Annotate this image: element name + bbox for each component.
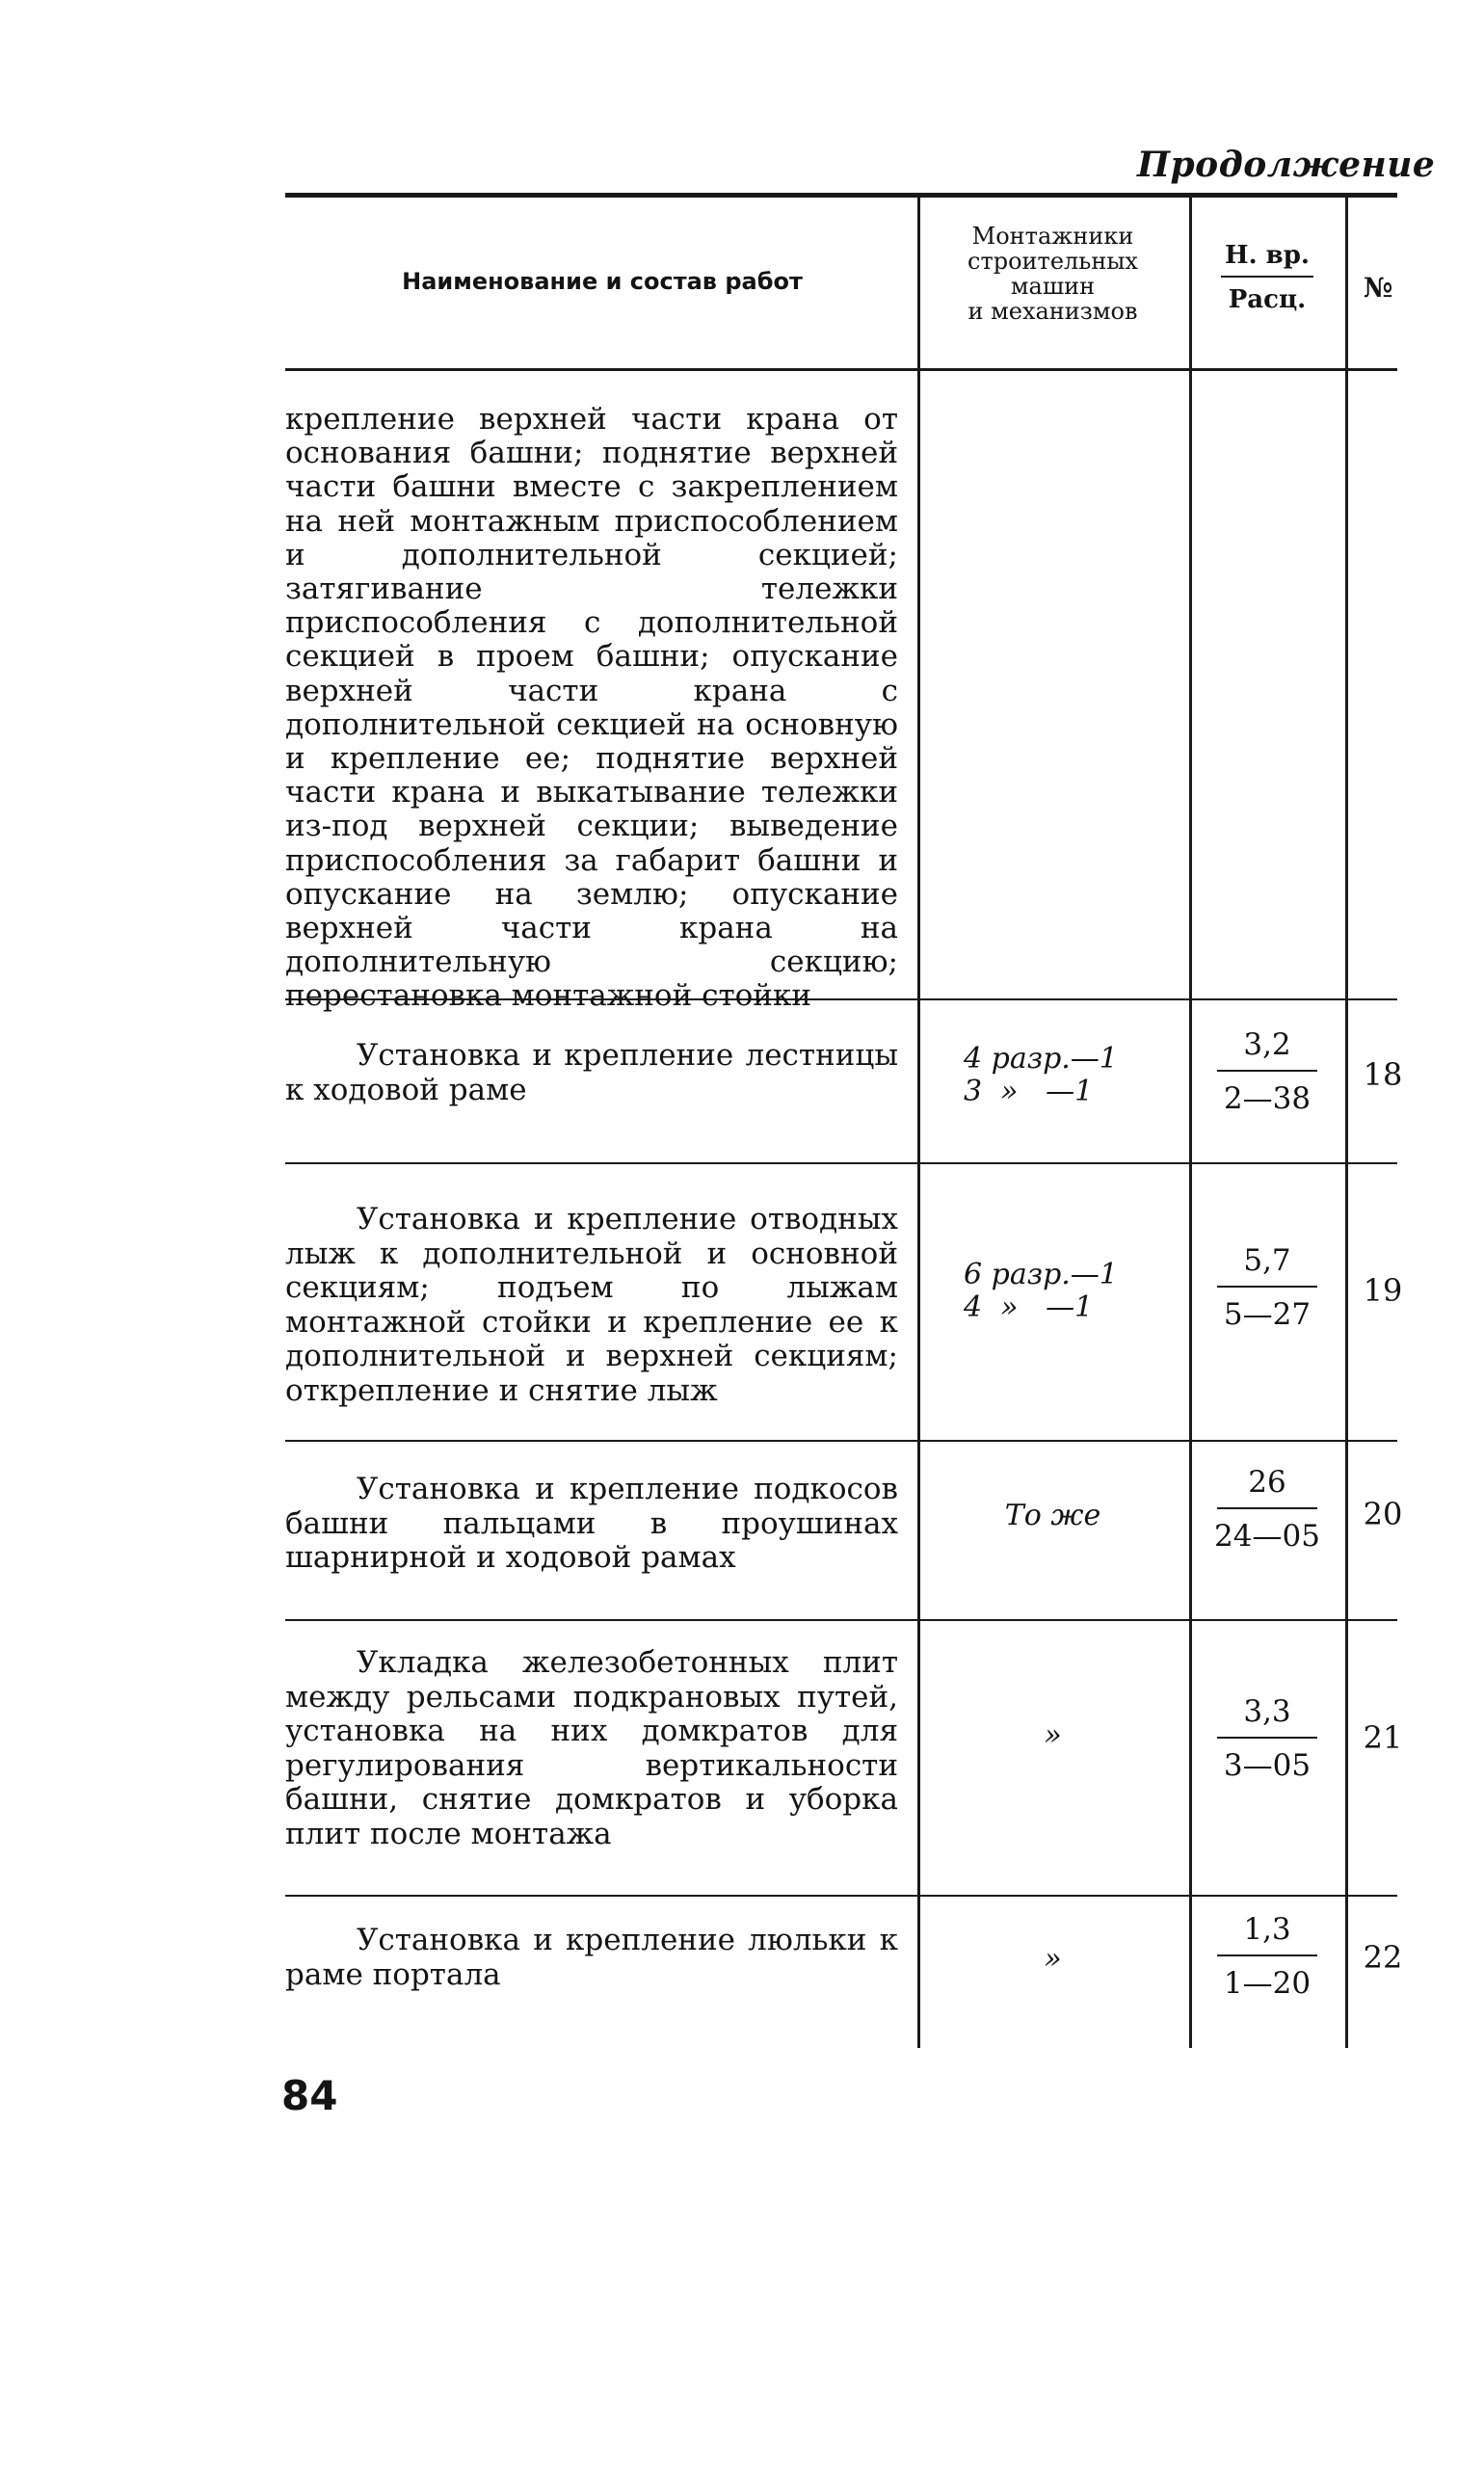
header-norm-time: Н. вр. [1225, 241, 1310, 270]
header-number: № [1363, 272, 1393, 304]
worker-line: 3 » —1 [964, 1075, 1094, 1108]
row-workers [920, 1943, 1185, 1976]
header-workers [920, 224, 1185, 324]
header-bottom-rule [285, 368, 1397, 371]
worker-line: » [1044, 1718, 1062, 1752]
rate: 2—38 [1223, 1081, 1312, 1116]
row-workers [964, 1259, 1156, 1324]
row-description: Установка и крепление люльки к раме портала [285, 1923, 898, 1992]
row-norm [1205, 1243, 1330, 1332]
norm-time: 5,7 [1243, 1243, 1291, 1278]
worker-line: 4 разр.—1 [964, 1042, 1118, 1076]
row-divider [285, 1619, 1397, 1621]
rate: 1—20 [1223, 1966, 1312, 2001]
row-divider [285, 1440, 1397, 1442]
header-workers-line: строительных [967, 248, 1138, 275]
continued-label: Продолжение [1137, 145, 1436, 185]
continued-description: крепление верхней части крана от основания башни; поднятие верхней части башни вместе с закреплением на ней монтажным приспособлением и дополнительной секцией; затягивание тележки приспособления с дополнительной секцией в проем башни; опускание верхней части крана с дополнительной секцией на основную и крепление ее; поднятие верхней части крана и выкатывание тележки из-под верхней секции; выведение приспособления за габарит башни и опускание на землю; опускание верхней части крана на дополнительную секцию; перестановка монтажной стойки [285, 402, 898, 1014]
row-norm [1205, 1694, 1330, 1783]
row-number: 18 [1363, 1056, 1403, 1093]
column-rule [917, 198, 920, 2048]
header-workers-line: машин [1010, 273, 1096, 300]
row-norm [1205, 1465, 1330, 1554]
norm-time: 26 [1248, 1465, 1286, 1500]
header-norm [1195, 241, 1339, 314]
row-workers [920, 1500, 1185, 1532]
row-description: Укладка железобетонных плит между рельсами подкрановых путей, установка на них домкратов для регулирования вертикальности башни, снятие домкратов и уборка плит после монтажа [285, 1645, 898, 1851]
row-norm [1205, 1027, 1330, 1116]
column-rule [1345, 198, 1348, 2048]
worker-line: » [1044, 1942, 1062, 1976]
row-norm [1205, 1912, 1330, 2001]
row-description: Установка и крепление лестницы к ходовой раме [285, 1038, 898, 1107]
table-top-rule [285, 193, 1397, 198]
row-number: 22 [1363, 1939, 1403, 1976]
norm-time: 3,3 [1243, 1694, 1291, 1729]
header-rate: Расц. [1228, 285, 1307, 314]
row-workers [964, 1043, 1156, 1108]
rate: 3—05 [1223, 1748, 1312, 1783]
worker-line: 6 разр.—1 [964, 1258, 1118, 1291]
header-workers-line: Монтажники [971, 223, 1134, 250]
rate: 24—05 [1214, 1519, 1320, 1554]
row-number: 20 [1363, 1496, 1403, 1532]
norm-time: 3,2 [1243, 1027, 1291, 1062]
row-divider [285, 1162, 1397, 1164]
norm-time: 1,3 [1243, 1912, 1291, 1947]
worker-line: 4 » —1 [964, 1290, 1094, 1324]
page-number: 84 [281, 2072, 338, 2119]
row-description: Установка и крепление отводных лыж к дополнительной и основной секциям; подъем по лыжам монтажной стойки и крепление ее к дополнительной и верхней секциям; открепление и снятие лыж [285, 1202, 898, 1408]
column-rule [1189, 198, 1192, 2048]
worker-line: То же [1004, 1499, 1101, 1532]
row-number: 19 [1363, 1272, 1403, 1309]
row-description: Установка и крепление подкосов башни пальцами в проушинах шарнирной и ходовой рамах [285, 1472, 898, 1575]
row-number: 21 [1363, 1719, 1403, 1756]
header-name: Наименование и состав работ [402, 268, 803, 295]
rate: 5—27 [1223, 1297, 1312, 1332]
row-workers [920, 1719, 1185, 1752]
row-divider [285, 1895, 1397, 1897]
header-workers-line: и механизмов [967, 298, 1138, 325]
